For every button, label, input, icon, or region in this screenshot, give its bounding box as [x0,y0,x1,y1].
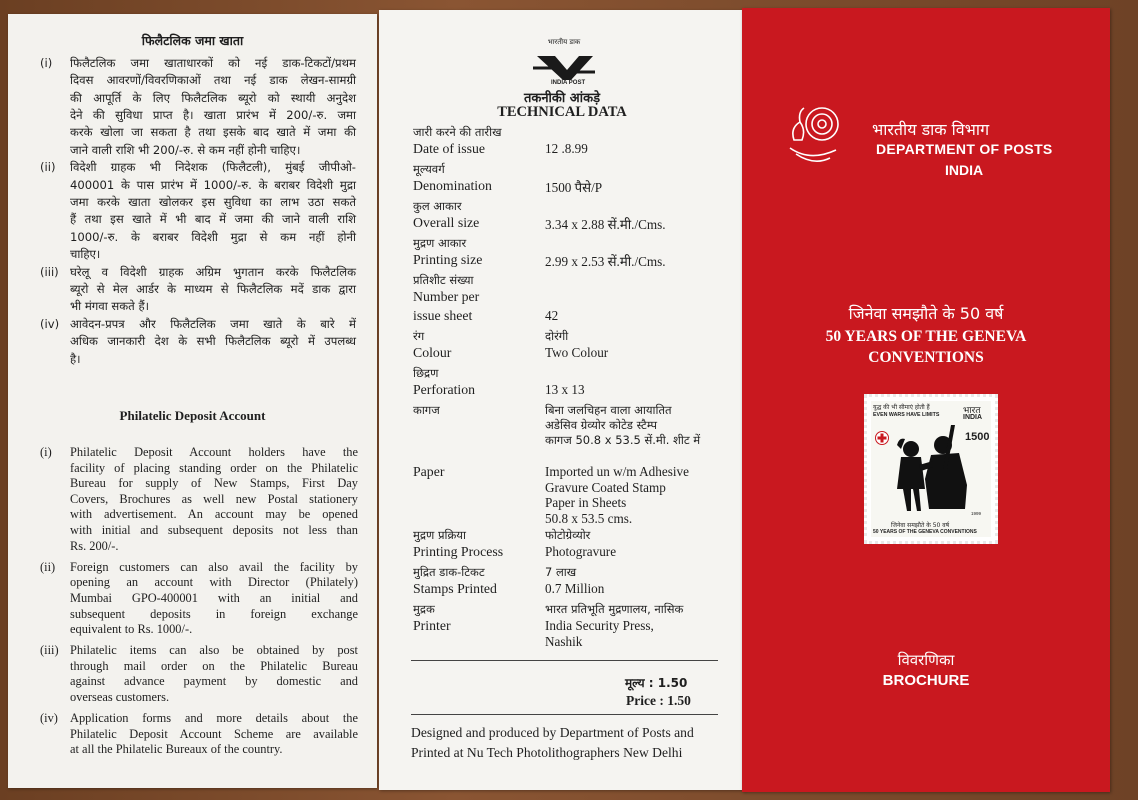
price-hindi: मूल्य : 1.50 [625,676,688,690]
english-item-line: Foreign customers can also avail the facility by [70,559,358,574]
row-label-english: Perforation [413,382,476,397]
hindi-item-line: घरेलू व विदेशी ग्राहक अग्रिम भुगतान करके फिलैटलिक [70,264,356,279]
row-label-hindi: मुद्रित डाक-टिकट [413,565,485,579]
brochure-hindi: विवरणिका [897,651,955,669]
row-value: 12 .8.99 [545,141,588,156]
row-value-hindi-line: बिना जलचिहन वाला आयातित [545,403,672,417]
row-value: 1500 पैसे/P [545,180,603,195]
english-heading: Philatelic Deposit Account [119,408,266,423]
hindi-item-line: देने की सुविधा प्राप्त है। खाता प्रारंभ में 200/-रु. जमा [70,107,356,122]
philatelic-deposit-panel [8,14,377,788]
row-value: 13 x 13 [545,382,585,397]
row-value-line: Nashik [545,633,583,649]
english-item-line: against advance payment by domestic and [70,674,358,689]
stamp-country-english: INDIA [963,414,983,421]
row-value-hindi: भारत प्रतिभूति मुद्रणालय, नासिक [545,602,684,616]
row-value-hindi: दोरंगी [545,329,569,343]
hindi-item-line: 1000/-रु. के बराबर विदेशी मुद्रा से कम नहीं होनी [70,229,356,244]
english-item-line: opening an account with Director (Philately) [70,575,358,590]
english-item-line: Philatelic items can also be obtained by post [70,643,358,658]
english-item-line: facility of placing standing order on the Philatelic [70,460,358,475]
row-label-hindi: मूल्यवर्ग [413,162,445,176]
title-hindi: तकनीकी आंकड़े [523,91,601,106]
stamp-caption-hindi: जिनेवा समझौते के 50 वर्ष [891,522,950,529]
row-value-line: 50.8 x 53.5 cms. [545,510,633,526]
stamp-slogan-english: EVEN WARS HAVE LIMITS [873,412,940,418]
hindi-item-line: करके खोला जा सकता है तथा इसके बाद खाते में जमा की [70,125,356,140]
title-english-line-2: CONVENTIONS [868,349,984,366]
row-label-hindi: प्रतिशीट संख्या [413,273,474,287]
row-value-hindi: 7 लाख [545,565,577,579]
english-item-line: at all the Philatelic Bureaux of the country. [70,742,283,757]
english-item-line: Philatelic Deposit Account holders have the [70,445,358,459]
title-english: TECHNICAL DATA [497,104,627,120]
row-value: 42 [545,308,559,323]
row-value: 3.34 x 2.88 सें.मी./Cms. [545,217,666,232]
row-value: Photogravure [545,544,617,559]
hindi-item-line: दिवस आवरणों/विवरणिकाओं तथा नई डाक लेखन-सामग्री [70,73,356,88]
row-label-hindi: मुद्रण प्रक्रिया [413,528,466,542]
row-value: 0.7 Million [545,581,605,596]
hindi-item-line: फिलैटलिक जमा खाताधारकों को नई डाक-टिकटों/प्रथम [70,56,356,70]
peacock-emblem-icon [780,100,850,166]
english-item-line: through mail order on the Philatelic Bureau [70,658,358,673]
english-item-number: (iii) [40,643,59,658]
hindi-item-line: है। [70,351,81,366]
row-label-english: Denomination [413,178,492,193]
english-item-line: Rs. 200/-. [70,538,119,553]
hindi-item-number: (iii) [40,264,59,279]
hindi-item-line: ब्यूरो से मेल आर्डर के माध्यम से फिलैटलिक मदें डाक द्वारा [70,281,356,296]
row-label-english: Printer [413,618,451,633]
logo-english-text: INDIA POST [551,80,586,86]
hindi-item-number: (ii) [40,160,56,175]
hindi-item-number: (iv) [40,317,60,331]
stamp-year: 1999 [971,511,982,516]
hindi-item-line: विदेशी ग्राहक भी निदेशक (फिलैटली), मुंबई जीपीओ- [70,160,356,175]
row-label-english-2: issue sheet [413,308,473,323]
hindi-item-line: आवेदन-प्रपत्र और फिलैटलिक जमा खाते के बारे में [70,317,356,331]
english-item-line: overseas customers. [70,690,170,704]
row-value-hindi-line: कागज 50.8 x 53.5 सें.मी. शीट में [545,433,701,447]
hindi-item-number: (i) [40,56,53,70]
hindi-heading: फिलैटलिक जमा खाता [141,33,244,48]
row-label-english: Printing Process [413,544,504,559]
stamp-country-hindi: भारत [963,406,981,416]
hindi-item-line: जाने वाली राशि भी 200/-रु. से कम नहीं होनी चाहिए। [70,142,301,157]
row-label-english: Stamps Printed [413,581,497,596]
row-value-hindi-line: अडेसिव ग्रेव्योर कोटेड स्टैम्प [545,418,658,432]
english-item-line: Bureau for supply of New Stamps, First Day [70,476,358,491]
stamp-value: 1500 [965,431,990,443]
english-item-line: subsequent deposits in foreign exchange [70,606,358,621]
hindi-item-line: चाहिए। [70,246,101,261]
english-item-line: with initial and subsequent deposits not less than [70,523,358,537]
row-label-hindi: मुद्रक [413,602,435,616]
row-value-line: India Security Press, [545,618,654,633]
dept-country: INDIA [945,162,984,178]
row-label-english: Number per [413,289,480,304]
price-english: Price : 1.50 [626,693,691,708]
hindi-item-line: 400001 के पास प्रारंभ में 1000/-रु. के बराबर विदेशी मुद्रा [70,177,356,192]
row-label-hindi: कुल आकार [413,199,462,213]
row-label-english: Printing size [413,252,483,267]
row-value: Two Colour [545,345,609,360]
row-value-hindi: फोटोग्रेव्योर [545,528,591,542]
english-item-line: Application forms and more details about the [70,711,358,726]
footer-line-1: Designed and produced by Department of Posts and [411,725,694,740]
dept-hindi: भारतीय डाक विभाग [872,120,990,139]
row-label-hindi: कागज [413,403,440,417]
english-item-line: with advertisement. An account may be opened [70,507,358,522]
logo-hindi-text: भारतीय डाक [547,38,581,46]
row-label-hindi: जारी करने की तारीख [413,125,502,139]
english-item-number: (ii) [40,559,56,574]
row-label-hindi: मुद्रण आकार [413,236,467,250]
row-value-line: Gravure Coated Stamp [545,479,666,495]
english-item-line: Covers, Brochures as well new Postal stationery [70,491,358,506]
stamp-illustration [881,419,971,515]
row-label-hindi: छिद्रण [413,366,439,380]
footer-line-2: Printed at Nu Tech Photolithographers New Delhi [411,745,683,760]
english-item-line: equivalent to Rs. 1000/-. [70,622,193,637]
brochure-english: BROCHURE [882,672,970,689]
dept-english: DEPARTMENT OF POSTS [876,141,1053,157]
english-item-line: Mumbai GPO-400001 with an initial and [70,590,358,605]
title-english-line-1: 50 YEARS OF THE GENEVA [825,328,1027,345]
row-value-line: Imported un w/m Adhesive [545,464,689,479]
english-item-number: (i) [40,445,52,459]
row-label-english: Paper [413,464,445,479]
technical-data-panel [379,10,745,790]
price-divider-bottom [411,714,718,715]
row-label-english: Overall size [413,215,480,230]
row-value-line: Paper in Sheets [545,495,627,510]
india-post-logo [529,38,599,92]
title-hindi: जिनेवा समझौते के 50 वर्ष [848,304,1004,323]
row-label-english: Colour [413,345,452,360]
english-item-number: (iv) [40,711,58,726]
stamp-slogan-hindi: युद्ध की भी सीमाएं होती हैं [873,404,930,411]
english-item-line: Philatelic Deposit Account Scheme are available [70,726,358,741]
hindi-item-line: भी मंगवा सकते हैं। [70,299,150,314]
row-label-english: Date of issue [413,141,486,156]
hindi-item-line: जमा करके खाता खोलकर इस सुविधा का लाभ उठा सकते [70,194,356,209]
postage-stamp [864,394,998,544]
hindi-item-line: हैं तथा इस खाते में भी बाद में जमा की जाने वाली राशि [70,212,356,227]
brochure-cover-panel [742,8,1110,792]
row-value: 2.99 x 2.53 सें.मी./Cms. [545,254,666,269]
stamp-caption-english: 50 YEARS OF THE GENEVA CONVENTIONS [873,529,977,535]
hindi-item-line: की आपूर्ति के लिए फिलैटलिक ब्यूरो को स्थायी अनुदेश [70,90,356,105]
hindi-item-line: अधिक जानकारी देश के सभी फिलैटलिक ब्यूरो में उपलब्ध [70,334,356,349]
price-divider-top [411,660,718,661]
row-label-hindi: रंग [413,329,425,343]
